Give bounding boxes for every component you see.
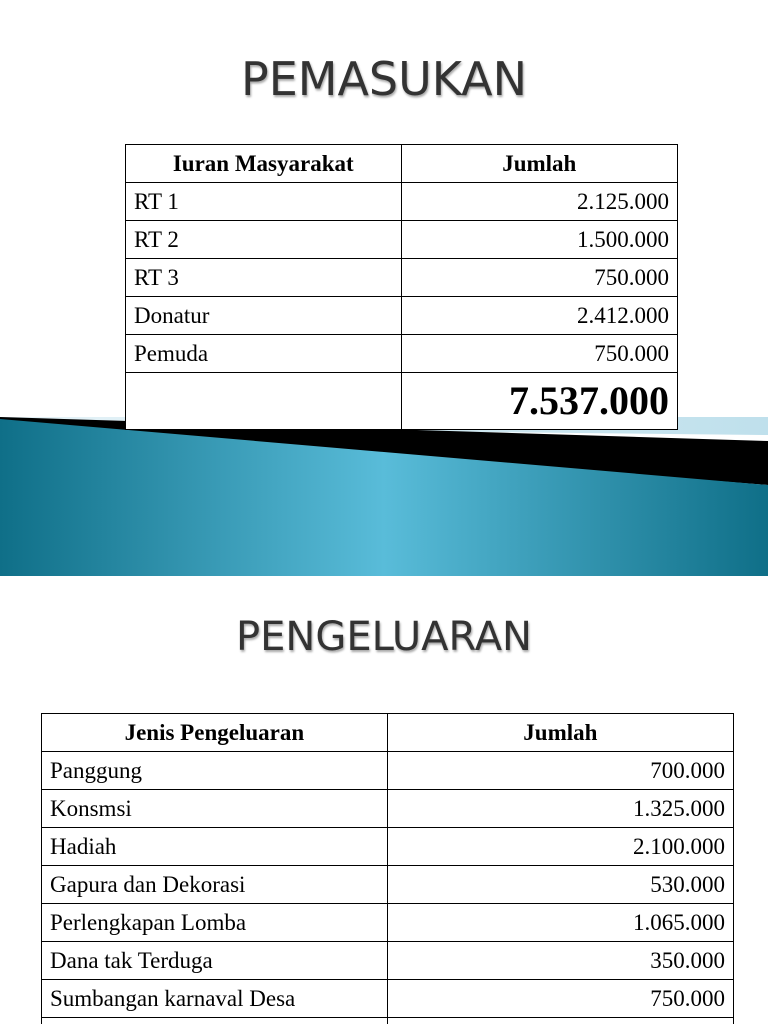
- table-row: [42, 866, 734, 904]
- table-row: [126, 297, 678, 335]
- row-value: 2.125.000: [401, 183, 677, 221]
- row-label: Dana tak Terduga: [42, 942, 388, 980]
- row-value: 700.000: [387, 752, 733, 790]
- row-label: Pemuda: [126, 335, 402, 373]
- table-row: [42, 1018, 734, 1024]
- row-value: 2.412.000: [401, 297, 677, 335]
- row-value: 1.325.000: [387, 790, 733, 828]
- decorative-wave-background: [0, 405, 768, 576]
- row-value: 750.000: [387, 980, 733, 1018]
- row-value: 750.000: [401, 335, 677, 373]
- page-title: PENGELUARAN: [236, 614, 532, 660]
- expense-table: [41, 713, 734, 1024]
- income-table: [125, 144, 678, 430]
- slide-pengeluaran: [0, 576, 768, 1024]
- column-header: Jenis Pengeluaran: [42, 714, 388, 752]
- row-value: 2.100.000: [387, 828, 733, 866]
- table-row: [42, 980, 734, 1018]
- row-value: 1.065.000: [387, 904, 733, 942]
- row-label: RT 2: [126, 221, 402, 259]
- table-row: [42, 752, 734, 790]
- row-value: 1.500.000: [401, 221, 677, 259]
- page-title: PEMASUKAN: [240, 52, 528, 106]
- row-label: Panggung: [42, 752, 388, 790]
- table-row: [126, 183, 678, 221]
- row-label: RT 1: [126, 183, 402, 221]
- row-label: Konsmsi: [42, 790, 388, 828]
- total-value: 7.537.000: [401, 373, 677, 430]
- row-value: 350.000: [387, 942, 733, 980]
- table-row: [42, 942, 734, 980]
- table-row: [42, 904, 734, 942]
- row-value-cut-off: [387, 1018, 733, 1024]
- total-empty-cell: [126, 373, 402, 430]
- total-row: [126, 373, 678, 430]
- row-label-cut-off: [42, 1018, 388, 1024]
- table-row: [126, 221, 678, 259]
- row-value: 750.000: [401, 259, 677, 297]
- column-header: Iuran Masyarakat: [126, 145, 402, 183]
- table-row: [42, 828, 734, 866]
- row-label: RT 3: [126, 259, 402, 297]
- table-row: [126, 259, 678, 297]
- table-row: [126, 335, 678, 373]
- table-header-row: [42, 714, 734, 752]
- row-label: Perlengkapan Lomba: [42, 904, 388, 942]
- row-label: Hadiah: [42, 828, 388, 866]
- row-label: Gapura dan Dekorasi: [42, 866, 388, 904]
- row-label: Sumbangan karnaval Desa: [42, 980, 388, 1018]
- row-value: 530.000: [387, 866, 733, 904]
- table-row: [42, 790, 734, 828]
- column-header: Jumlah: [401, 145, 677, 183]
- column-header: Jumlah: [387, 714, 733, 752]
- row-label: Donatur: [126, 297, 402, 335]
- table-header-row: [126, 145, 678, 183]
